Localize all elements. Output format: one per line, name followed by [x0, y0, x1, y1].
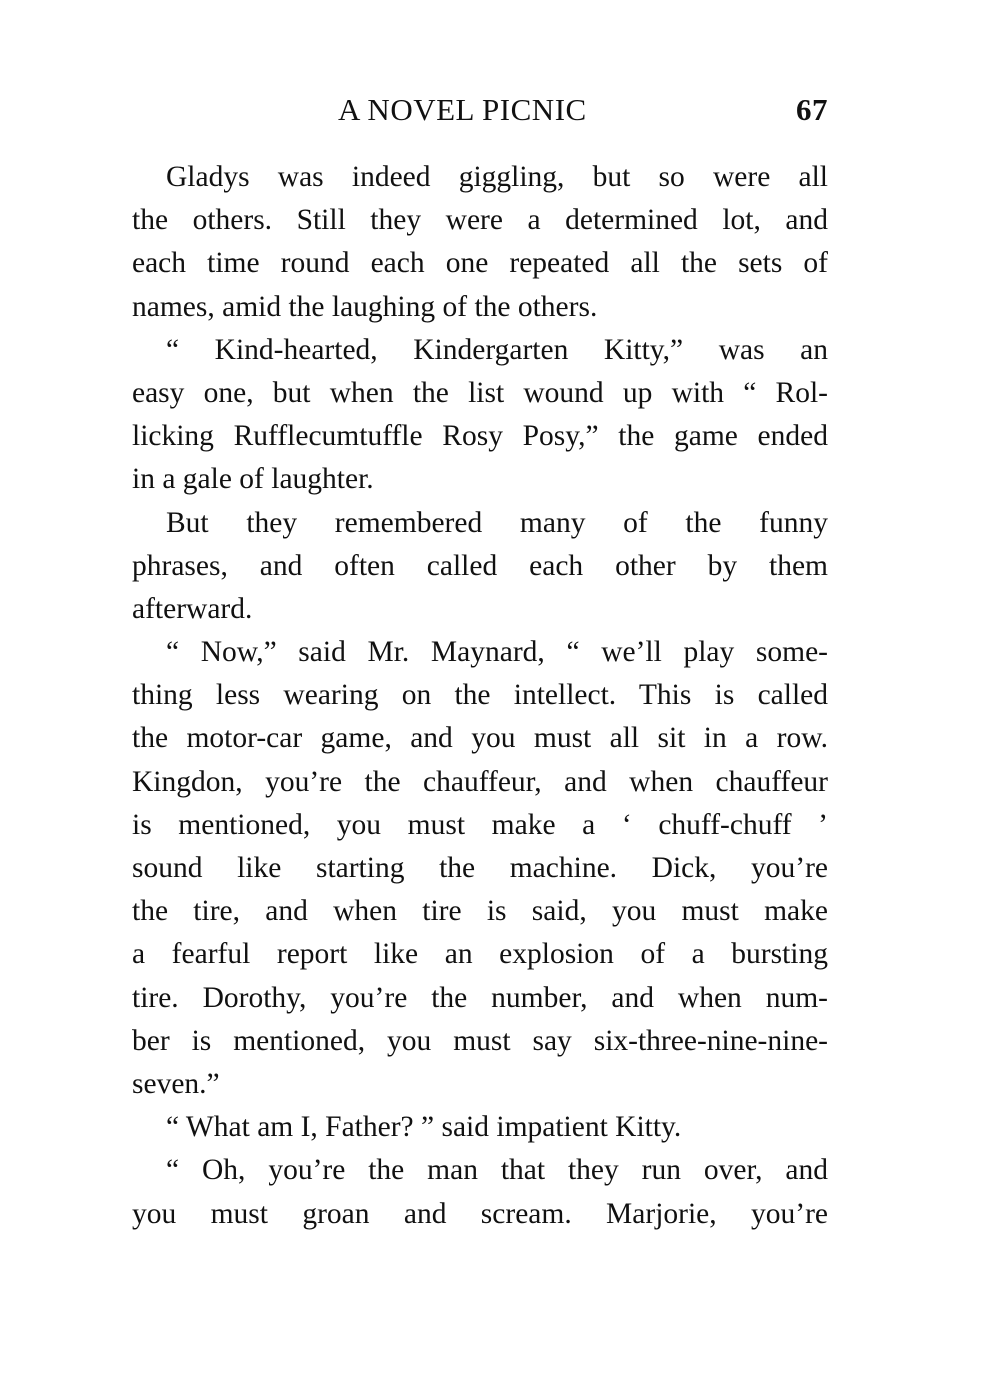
- text-line: “ Kind-hearted, Kindergarten Kitty,” was an: [166, 333, 828, 366]
- text-line: Gladys was indeed giggling, but so were all: [166, 161, 828, 193]
- text-line: easy one, but when the list wound up with “ Rol-: [132, 376, 828, 409]
- text-line: names, amid the laughing of the others.: [132, 290, 598, 323]
- text-line: licking Rufflecumtuffle Rosy Posy,” the game ended: [132, 420, 828, 453]
- text-line: tire. Dorothy, you’re the number, and when num-: [132, 981, 828, 1014]
- text-line: “ What am I, Father? ” said impatient Kitty.: [166, 1111, 682, 1144]
- text-line: “ Now,” said Mr. Maynard, “ we’ll play some-: [166, 636, 828, 669]
- running-title: A NOVEL PICNIC: [338, 92, 587, 127]
- text-line: phrases, and often called each other by them: [132, 549, 828, 582]
- text-line: But they remembered many of the funny: [166, 506, 828, 539]
- text-line: ber is mentioned, you must say six-three-nine-nine-: [132, 1024, 828, 1057]
- text-line: thing less wearing on the intellect. This is called: [132, 679, 828, 712]
- text-line: afterward.: [132, 592, 253, 625]
- text-line: is mentioned, you must make a ‘ chuff-chuff ’: [132, 808, 828, 841]
- text-line: sound like starting the machine. Dick, you’re: [132, 852, 828, 884]
- text-line: “ Oh, you’re the man that they run over, and: [166, 1154, 828, 1187]
- text-line: each time round each one repeated all the sets of: [132, 247, 828, 280]
- text-line: the tire, and when tire is said, you must make: [132, 895, 828, 928]
- text-line: the motor-car game, and you must all sit in a row.: [132, 722, 828, 755]
- text-line: you must groan and scream. Marjorie, you’re: [132, 1197, 828, 1230]
- text-line: the others. Still they were a determined lot, and: [132, 204, 828, 237]
- body-text: [132, 156, 828, 1236]
- text-line: a fearful report like an explosion of a bursting: [132, 938, 828, 971]
- text-line: seven.”: [132, 1067, 220, 1100]
- page-header: [132, 92, 828, 136]
- text-line: in a gale of laughter.: [132, 463, 374, 496]
- text-line: Kingdon, you’re the chauffeur, and when chauffeur: [132, 765, 828, 798]
- page-number: 67: [796, 92, 828, 127]
